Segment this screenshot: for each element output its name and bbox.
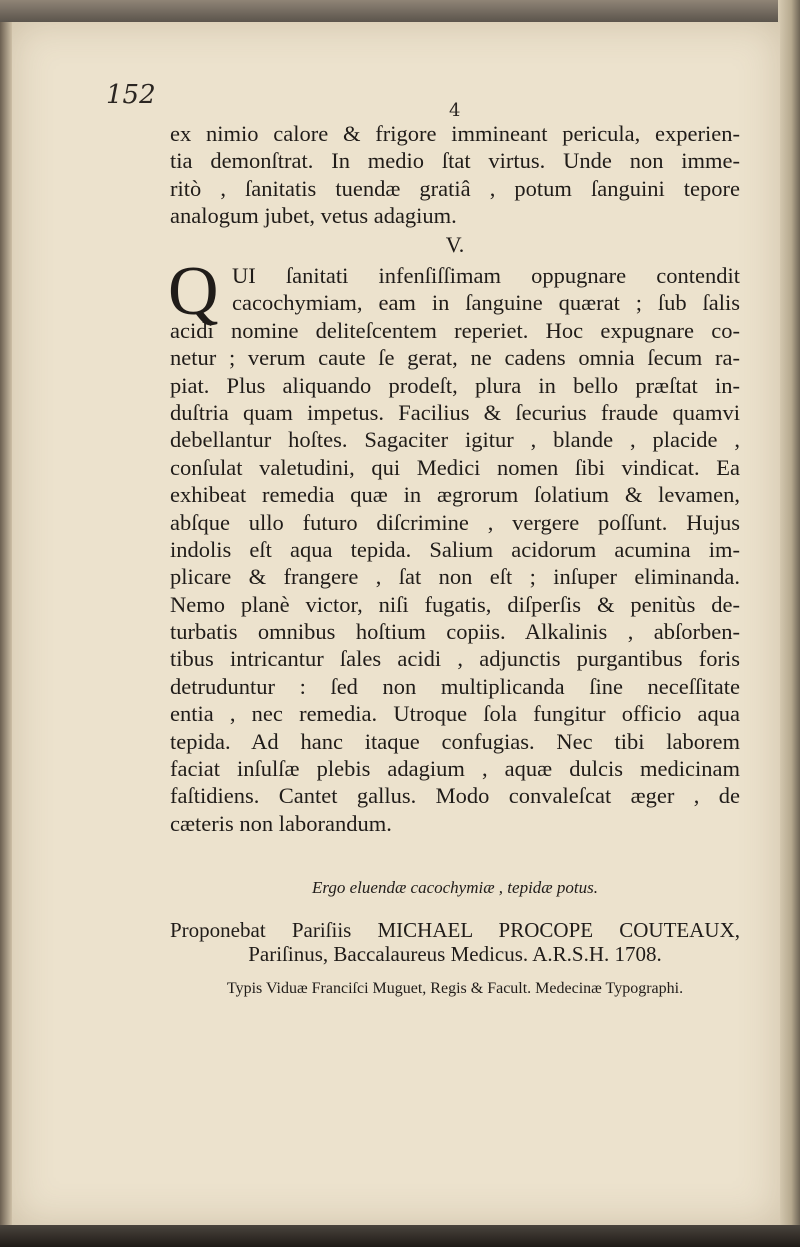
- book-bottom-edge: [0, 1225, 800, 1247]
- text-line: Nemo planè victor, niſi fugatis, diſperſis & penitùs de-: [170, 591, 740, 617]
- text-line: abſque ullo futuro diſcrimine , vergere poſſunt. Hujus: [170, 509, 740, 535]
- text-line: plicare & frangere , ſat non eſt ; inſuper eliminanda.: [170, 564, 740, 590]
- book-top-edge: [0, 0, 800, 22]
- text-line: UI ſanitati infenſiſſimam oppugnare contendit: [232, 263, 740, 288]
- defense-statement: [170, 918, 740, 966]
- folio-number: 152: [106, 80, 156, 110]
- signature-mark: 4: [449, 100, 461, 121]
- text-line: entia , nec remedia. Utroque ſola fungitur officio aqua: [170, 701, 740, 727]
- text-line: cacochymiam, eam in ſanguine quærat ; ſub ſalis: [232, 290, 740, 316]
- text-line: cæteris non laborandum.: [170, 810, 392, 836]
- text-line: indolis eſt aqua tepida. Salium acidorum acumina im-: [170, 536, 740, 562]
- text-line: tibus intricantur ſales acidi , adjunctis purgantibus foris: [170, 646, 740, 672]
- thesis-conclusion: Ergo eluendæ cacochymiæ , tepidæ potus.: [312, 878, 598, 897]
- text-line: turbatis omnibus hoſtium copiis. Alkalinis , abſorben-: [170, 619, 740, 645]
- text-line: conſulat valetudini, qui Medici nomen ſibi vindicat. Ea: [170, 454, 740, 480]
- text-line: duſtria quam impetus. Facilius & ſecurius fraude quamvi: [170, 399, 740, 425]
- defense-line-2: Pariſinus, Baccalaureus Medicus. A.R.S.H. 1708.: [248, 942, 662, 966]
- text-line: detruduntur : ſed non multiplicanda ſine neceſſitate: [170, 673, 740, 699]
- drop-cap: Q: [168, 253, 219, 330]
- intro-paragraph: [170, 120, 740, 230]
- text-line: exhibeat remedia quæ in ægrorum ſolatium & levamen,: [170, 482, 740, 508]
- text-line: debellantur hoſtes. Sagaciter igitur , blande , placide ,: [170, 427, 740, 453]
- book-fore-edge: [778, 0, 800, 1247]
- text-line: tepida. Ad hanc itaque confugias. Nec tibi laborem: [170, 728, 740, 754]
- text-line: ritò , ſanitatis tuendæ gratiâ , potum ſanguini tepore: [170, 175, 740, 201]
- text-line: acidi nomine deliteſcentem reperiet. Hoc expugnare co-: [170, 317, 740, 343]
- section-heading: V.: [445, 232, 465, 257]
- text-line: faſtidiens. Cantet gallus. Modo convaleſcat æger , de: [170, 783, 740, 809]
- text-line: netur ; verum caute ſe gerat, ne cadens omnia ſecum ra-: [170, 345, 740, 371]
- text-line: piat. Plus aliquando prodeſt, plura in bello præſtat in-: [170, 372, 740, 398]
- defense-line-1: Proponebat Pariſiis MICHAEL PROCOPE COUTEAUX,: [170, 918, 740, 942]
- text-line: ex nimio calore & frigore immineant pericula, experien-: [170, 121, 740, 146]
- text-line: faciat inſulſæ plebis adagium , aquæ dulcis medicinam: [170, 756, 740, 782]
- text-line: analogum jubet, vetus adagium.: [170, 203, 457, 229]
- printer-imprint: Typis Viduæ Franciſci Muguet, Regis & Facult. Medecinæ Typographi.: [226, 980, 684, 997]
- book-gutter: [0, 22, 12, 1227]
- text-line: tia demonſtrat. In medio ſtat virtus. Unde non imme-: [170, 148, 740, 174]
- section-paragraph: [168, 253, 740, 837]
